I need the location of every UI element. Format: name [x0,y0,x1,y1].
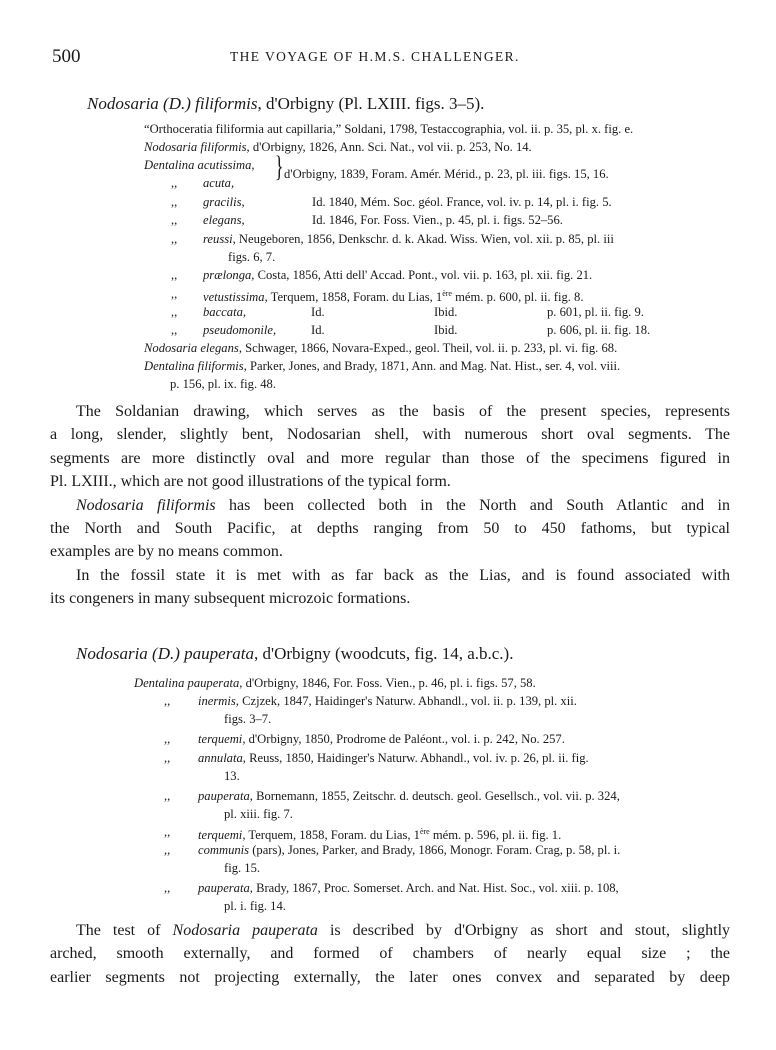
synonym-entry: prælonga, Costa, 1856, Atti dell' Accad. Pont., vol. vii. p. 163, pl. xii. fig. 21. [203,268,593,282]
species-author: , d'Orbigny (woodcuts, fig. 14, a.b.c.). [254,644,514,663]
ditto-mark: ,, [171,268,178,282]
ditto-mark: ,, [171,195,178,209]
ditto-mark: ,, [164,825,171,839]
text-line: the North and South Pacific, at depths ranging from 50 to 450 fathoms, but typical [50,519,730,537]
page-header [52,46,752,66]
synonym-ibid: Ibid. [434,305,458,319]
synonym-continuation: 13. [224,769,240,783]
synonym-author: Id. [311,305,325,319]
synonym-entry: Dentalina filiformis, Parker, Jones, and Brady, 1871, Ann. and Mag. Nat. Hist., ser. 4, vol. viii. [144,359,621,373]
synonym-entry: communis (pars), Jones, Parker, and Brady, 1866, Monogr. Foram. Crag, p. 58, pl. i. [198,843,621,857]
synonym-entry: terquemi, Terquem, 1858, Foram. du Lias, 1ère mém. p. 596, pl. ii. fig. 1. [198,827,562,843]
text-line: earlier segments not projecting externally, the later ones convex and separated by deep [50,968,730,986]
ditto-mark: ,, [164,732,171,746]
paragraph-fossil [50,564,730,611]
page-number: 500 [52,46,81,67]
paragraph-pauperata [50,919,730,989]
ditto-mark: ,, [164,694,171,708]
synonym-citation: p. 606, pl. ii. fig. 18. [547,323,651,337]
ditto-mark: ,, [164,843,171,857]
text-line: arched, smooth externally, and formed of chambers of nearly equal size ; the [50,945,730,963]
ditto-mark: ,, [171,287,178,301]
synonym-name: pseudomonile, [203,323,277,337]
synonym-entry: Dentalina pauperata, d'Orbigny, 1846, For. Foss. Vien., p. 46, pl. i. figs. 57, 58. [134,676,536,690]
species-name: Nodosaria (D.) pauperata [76,644,255,663]
text-line: In the fossil state it is met with as far back as the Lias, and is found associated with [76,566,730,584]
synonym-author: Id. [311,323,325,337]
ditto-mark: ,, [171,176,178,190]
synonym-entry: reussi, Neugeboren, 1856, Denkschr. d. k. Akad. Wiss. Wien, vol. xii. p. 85, pl. iii [203,232,614,246]
synonym-entry: Nodosaria filiformis, d'Orbigny, 1826, Ann. Sci. Nat., vol vii. p. 253, No. 14. [144,140,532,154]
synonym-name: elegans, [203,213,245,227]
synonym-continuation: figs. 6, 7. [228,250,276,264]
text-line: The test of Nodosaria pauperata is described by d'Orbigny as short and stout, slightly [76,922,731,939]
species-author: , d'Orbigny (Pl. LXIII. figs. 3–5). [257,94,485,113]
synonym-name: acuta, [203,176,235,190]
synonym-entry: pauperata, Bornemann, 1855, Zeitschr. d. deutsch. geol. Gesellsch., vol. vii. p. 324, [198,789,620,803]
synonym-continuation: p. 156, pl. ix. fig. 48. [170,377,276,391]
synonym-name: Dentalina acutissima, [144,158,255,172]
ditto-mark: ,, [171,232,178,246]
synonym-name: gracilis, [203,195,245,209]
paragraph-soldanian [50,400,730,494]
text-line: segments are more distinctly oval and more regular than those of the specimens figured in [50,449,730,467]
ditto-mark: ,, [164,751,171,765]
ditto-mark: ,, [171,213,178,227]
ditto-mark: ,, [164,881,171,895]
synonym-entry: inermis, Czjzek, 1847, Haidinger's Naturw. Abhandl., vol. ii. p. 139, pl. xii. [198,694,577,708]
synonym-entry: Nodosaria elegans, Schwager, 1866, Novara-Exped., geol. Theil, vol. ii. p. 233, pl. vi. fig. 68. [144,341,618,355]
synonym-continuation: figs. 3–7. [224,712,272,726]
synonym-citation: d'Orbigny, 1839, Foram. Amér. Mérid., p. 23, pl. iii. figs. 15, 16. [284,167,609,181]
ditto-mark: ,, [171,323,178,337]
synonym-entry: “Orthoceratia filiformia aut capillaria,” Soldani, 1798, Testaccographia, vol. ii. p. 35, pl. x. fig. e. [144,122,634,136]
synonym-citation: Id. 1840, Mém. Soc. géol. France, vol. iv. p. 14, pl. i. fig. 5. [312,195,612,209]
species-heading-filiformis [87,94,484,114]
synonym-name: baccata, [203,305,247,319]
paragraph-distribution [50,494,730,564]
ditto-mark: ,, [164,789,171,803]
synonym-continuation: fig. 15. [224,861,261,875]
species-heading-pauperata [76,644,513,664]
text-line: its congeners in many subsequent microzoic formations. [50,590,411,608]
text-line: Pl. LXIII., which are not good illustrations of the typical form. [50,473,451,491]
synonym-entry: vetustissima, Terquem, 1858, Foram. du Lias, 1ère mém. p. 600, pl. ii. fig. 8. [203,289,584,305]
species-name: Nodosaria (D.) filiformis [87,94,258,113]
synonym-entry: annulata, Reuss, 1850, Haidinger's Naturw. Abhandl., vol. iv. p. 26, pl. ii. fig. [198,751,589,765]
synonym-citation: Id. 1846, For. Foss. Vien., p. 45, pl. i. figs. 52–56. [312,213,563,227]
text-line: examples are by no means common. [50,543,283,561]
running-title: THE VOYAGE OF H.M.S. CHALLENGER. [230,49,520,64]
text-line: a long, slender, slightly bent, Nodosarian shell, with numerous short oval segments. The [50,426,730,444]
ditto-mark: ,, [171,305,178,319]
text-line: Nodosaria filiformis has been collected both in the North and South Atlantic and in [76,496,731,514]
synonym-citation: p. 601, pl. ii. fig. 9. [547,305,644,319]
text-line: The Soldanian drawing, which serves as the basis of the present species, represents [76,403,730,420]
synonym-ibid: Ibid. [434,323,458,337]
synonym-continuation: pl. i. fig. 14. [224,899,286,913]
brace: } [274,150,284,183]
synonym-entry: terquemi, d'Orbigny, 1850, Prodrome de Paléont., vol. i. p. 242, No. 257. [198,732,565,746]
synonym-continuation: pl. xiii. fig. 7. [224,807,293,821]
synonym-entry: pauperata, Brady, 1867, Proc. Somerset. Arch. and Nat. Hist. Soc., vol. xiii. p. 108, [198,881,619,895]
